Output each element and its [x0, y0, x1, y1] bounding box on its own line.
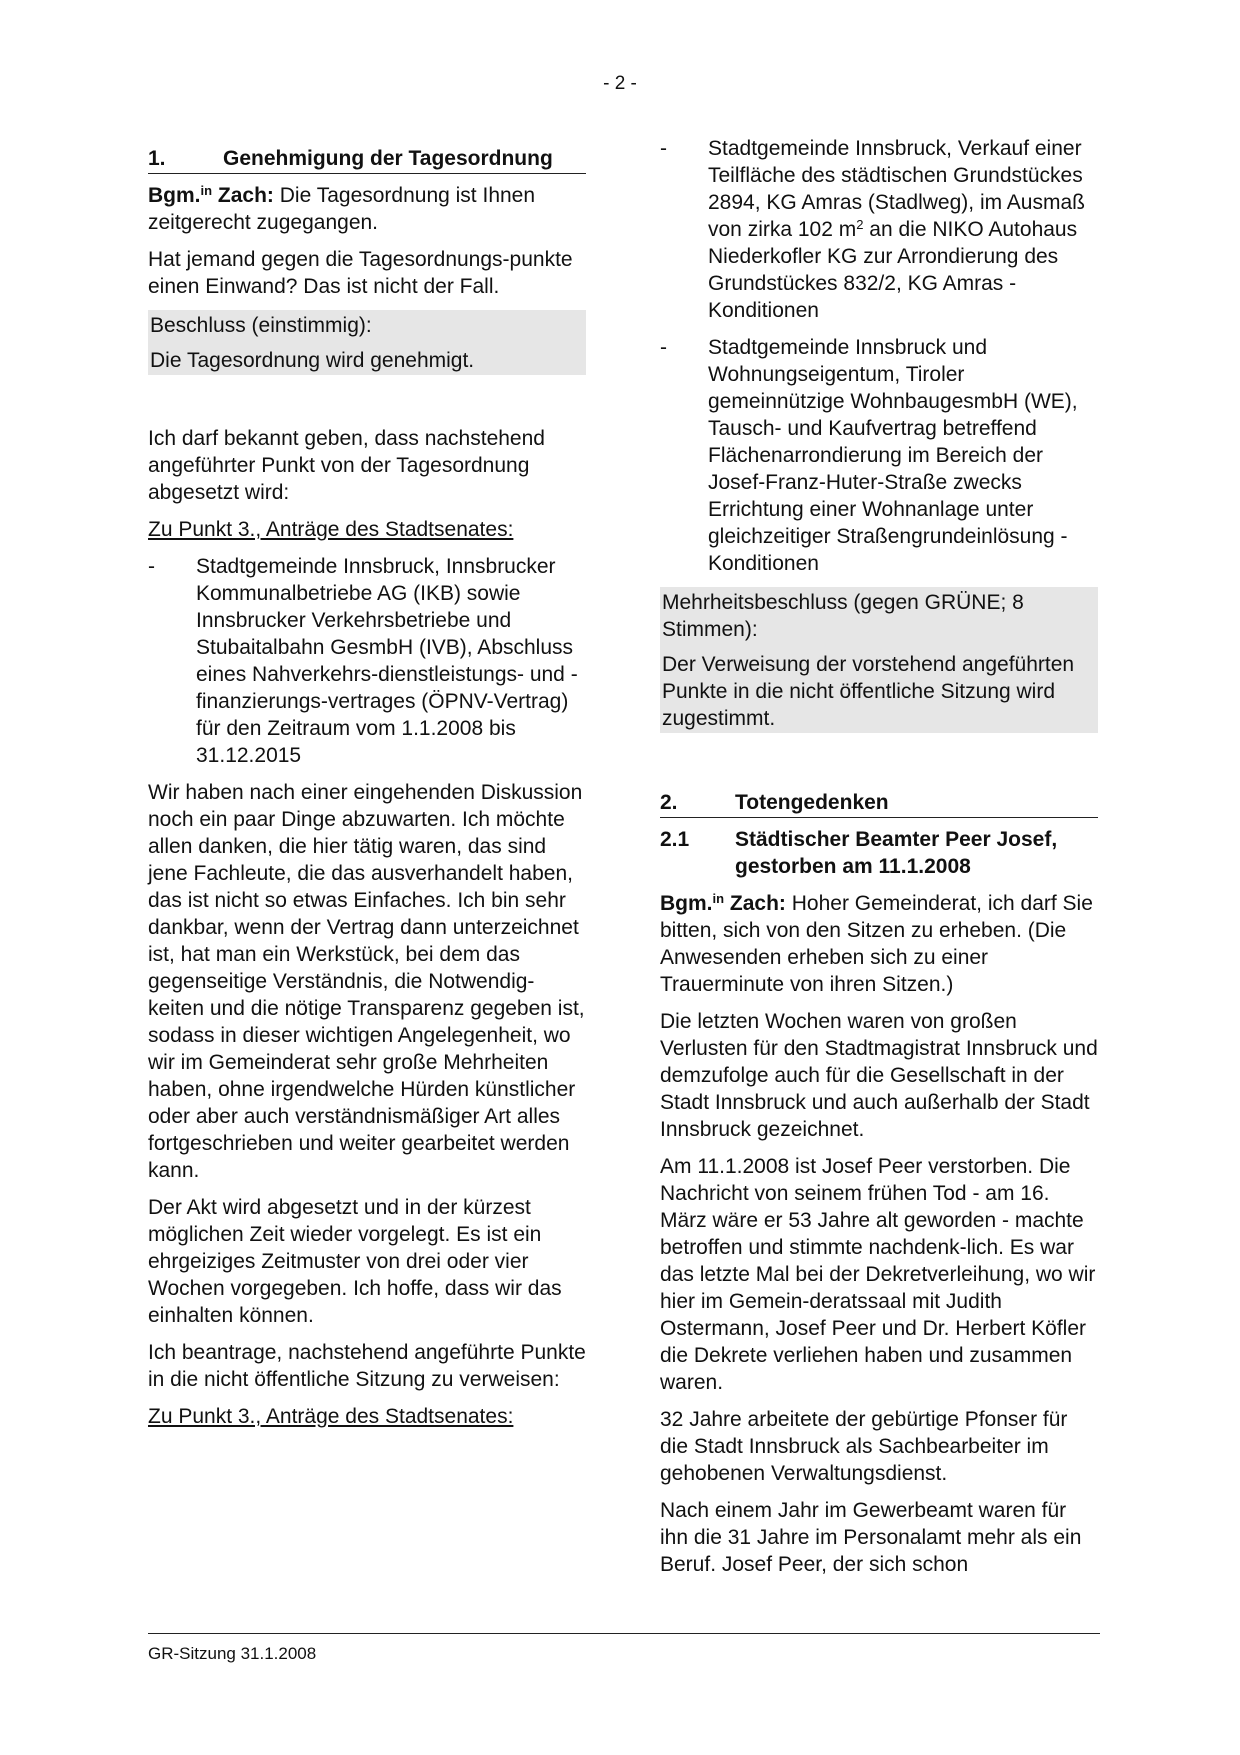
- speaker-name: Bgm.$^{in}$ Zach:: [148, 183, 274, 207]
- list-item: [660, 334, 1098, 577]
- subsection-title: Städtischer Beamter Peer Josef, gestorben am 11.1.2008: [735, 828, 1058, 878]
- agenda-reference: Zu Punkt 3., Anträge des Stadtsenates:: [148, 518, 514, 541]
- section-2-heading: [660, 789, 1098, 818]
- list-dash: -: [660, 137, 667, 160]
- page-number: - 2 -: [603, 73, 637, 94]
- list-item: [660, 135, 1098, 324]
- footer-divider: [148, 1633, 1100, 1634]
- agenda-reference: Zu Punkt 3., Anträge des Stadtsenates:: [148, 1405, 514, 1428]
- paragraph: Ich beantrage, nachstehend angeführte Punkte in die nicht öffentliche Sitzung zu verweisen:: [148, 1341, 586, 1391]
- speaker-text: Die Tagesordnung ist Ihnen zeitgerecht zugegangen.: [148, 184, 536, 234]
- resolution-box: [148, 310, 586, 375]
- paragraph: Wir haben nach einer eingehenden Diskussion noch ein paar Dinge abzuwarten. Ich möchte allen danken, die hier tätig waren, das sind jene Fachleute, die das ausverhandelt haben, das ist nicht so etwas Einfaches. Ich bin sehr dankbar, wenn der Vertrag dann unterzeichnet ist, hat man ein Werkstück, bei dem das gegenseitige Verständnis, die Notwendig-keiten und die nötige Transparenz gegeben ist, sodass in dieser wichtigen Angelegenheit, wo wir im Gemeinderat sehr große Mehrheiten haben, ohne irgendwelche Hürden künstlicher oder aber auch verständnismäßiger Art alles fortgeschrieben und weiter gearbeitet werden kann.: [148, 781, 585, 1182]
- section-1-number: 1.: [148, 147, 166, 170]
- paragraph: Der Akt wird abgesetzt und in der kürzest möglichen Zeit wieder vorgelegt. Es ist ein ehrgeiziges Zeitmuster von drei oder vier Wochen vorgegeben. Ich hoffe, dass wir das einhalten können.: [148, 1196, 562, 1327]
- subsection-2-1-heading: [660, 826, 1098, 880]
- speaker-paragraph: [660, 890, 1098, 998]
- paragraph: Nach einem Jahr im Gewerbeamt waren für ihn die 31 Jahre im Personalamt mehr als ein Beruf. Josef Peer, der sich schon: [660, 1499, 1082, 1576]
- paragraph: Die letzten Wochen waren von großen Verlusten für den Stadtmagistrat Innsbruck und demzufolge auch für die Gesellschaft in der Stadt Innsbruck und auch außerhalb der Stadt Innsbruck gezeichnet.: [660, 1010, 1098, 1141]
- paragraph: Am 11.1.2008 ist Josef Peer verstorben. Die Nachricht von seinem frühen Tod - am 16. März wäre er 53 Jahre alt geworden - machte betroffen und stimmte nachdenk-lich. Es war das letzte Mal bei der Dekretverleihung, wo wir hier im Gemein-deratssaal mit Judith Ostermann, Josef Peer und Dr. Herbert Köfler die Dekrete verliehen haben und zusammen waren.: [660, 1155, 1096, 1394]
- list-dash: -: [660, 336, 667, 359]
- footer-text: GR-Sitzung 31.1.2008: [148, 1644, 317, 1663]
- list-dash: -: [148, 555, 155, 578]
- resolution-text: Die Tagesordnung wird genehmigt.: [150, 349, 475, 372]
- resolution-label: Mehrheitsbeschluss (gegen GRÜNE; 8 Stimmen):: [662, 591, 1024, 641]
- right-column: [660, 135, 1098, 1588]
- list-item-text: Stadtgemeinde Innsbruck und Wohnungseigentum, Tiroler gemeinnützige WohnbaugesmbH (WE), Tausch- und Kaufvertrag betreffend Flächenarrondierung im Bereich der Josef-Franz-Huter-Straße zwecks Errichtung einer Wohnanlage unter gleichzeitiger Straßengrundeinlösung - Konditionen: [708, 336, 1078, 575]
- resolution-box: [660, 587, 1098, 733]
- speaker-name: Bgm.$^{in}$ Zach:: [660, 891, 786, 915]
- speaker-paragraph: [148, 182, 586, 236]
- section-1-heading: [148, 145, 586, 174]
- section-2-number: 2.: [660, 791, 678, 814]
- list-item-text: Stadtgemeinde Innsbruck, Verkauf einer Teilfläche des städtischen Grundstückes 2894, KG Amras (Stadlweg), im Ausmaß von zirka 102 $m^2$ an die NIKO Autohaus Niederkofler KG zur Arrondierung des Grundstückes 832/2, KG Amras - Konditionen: [708, 137, 1085, 322]
- paragraph: Ich darf bekannt geben, dass nachstehend angeführter Punkt von der Tagesordnung abgesetzt wird:: [148, 427, 545, 504]
- list-item-text: Stadtgemeinde Innsbruck, Innsbrucker Kommunalbetriebe AG (IKB) sowie Innsbrucker Verkehrsbetriebe und Stubaitalbahn GesmbH (IVB), Abschluss eines Nahverkehrs-dienstleistungs- und -finanzierungs-vertrages (ÖPNV-Vertrag) für den Zeitraum vom 1.1.2008 bis 31.12.2015: [196, 555, 578, 767]
- speaker-text: Hoher Gemeinderat, ich darf Sie bitten, sich von den Sitzen zu erheben. (Die Anwesenden erheben sich zu einer Trauerminute von ihren Sitzen.): [660, 892, 1093, 996]
- list-item: [148, 553, 586, 769]
- section-1-title: Genehmigung der Tagesordnung: [223, 147, 553, 170]
- subsection-number: 2.1: [660, 828, 690, 851]
- resolution-text: Der Verweisung der vorstehend angeführten Punkte in die nicht öffentliche Sitzung wird zugestimmt.: [662, 653, 1075, 730]
- paragraph: 32 Jahre arbeitete der gebürtige Pfonser für die Stadt Innsbruck als Sachbearbeiter im gehobenen Verwaltungsdienst.: [660, 1408, 1068, 1485]
- section-2-title: Totengedenken: [735, 791, 889, 814]
- left-column: [148, 145, 586, 1440]
- resolution-label: Beschluss (einstimmig):: [150, 314, 372, 337]
- paragraph: Hat jemand gegen die Tagesordnungs-punkte einen Einwand? Das ist nicht der Fall.: [148, 248, 573, 298]
